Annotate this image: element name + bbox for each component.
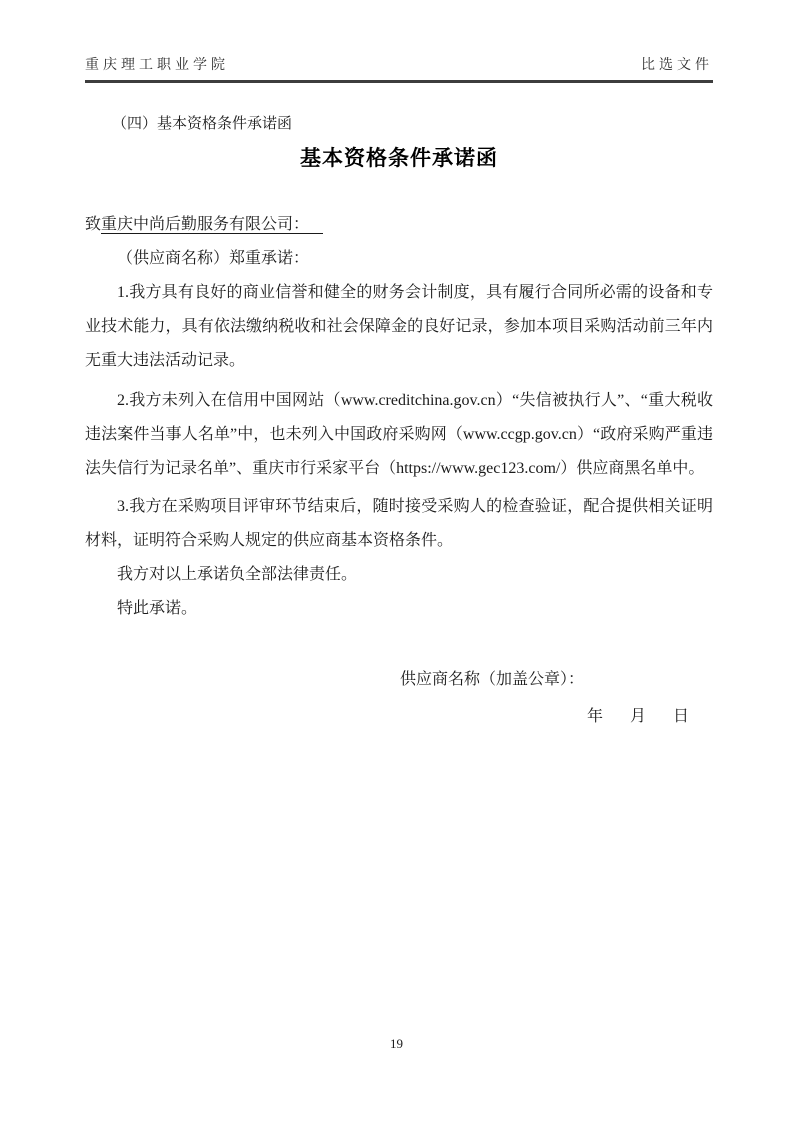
signature-date-line: [85, 700, 713, 734]
paragraph-1: 1.我方具有良好的商业信誉和健全的财务会计制度，具有履行合同所必需的设备和专业技术能力，具有依法缴纳税收和社会保障金的良好记录，参加本项目采购活动前三年内无重大违法活动记录。: [85, 284, 713, 369]
document-title: 基本资格条件承诺函: [300, 146, 498, 170]
company-name: 重庆中尚后勤服务有限公司：: [101, 216, 323, 234]
header-left-text: 重庆理工职业学院: [85, 58, 229, 73]
document-body: [85, 106, 713, 734]
paragraph-2: 2.我方未列入在信用中国网站（www.creditchina.gov.cn）“失信被执行人”、“重大税收违法案件当事人名单”中，也未列入中国政府采购网（www.ccgp.gov.cn）“政府采购严重违法失信行为记录名单”、重庆市行采家平台（https://www.gec123.com/）供应商黑名单中。: [85, 392, 713, 477]
date-month-label: 月: [630, 708, 647, 725]
signature-block: [85, 663, 713, 734]
header-right-text: 比选文件: [641, 58, 713, 73]
signature-name-line: 供应商名称（加盖公章）：: [400, 671, 585, 688]
page-number: 19: [390, 1036, 403, 1051]
section-heading: （四）基本资格条件承诺函: [112, 116, 293, 132]
salutation-line: [85, 208, 713, 242]
closing-line: 特此承诺。: [117, 600, 198, 617]
salutation-prefix: 致: [85, 216, 102, 233]
liability-line: 我方对以上承诺负全部法律责任。: [117, 566, 358, 583]
page-footer: [0, 1036, 793, 1052]
date-year-label: 年: [587, 708, 604, 725]
paragraph-3: 3.我方在采购项目评审环节结束后，随时接受采购人的检查验证，配合提供相关证明材料，证明符合采购人规定的供应商基本资格条件。: [85, 498, 713, 549]
date-day-label: 日: [673, 708, 690, 725]
declarer-line: （供应商名称）郑重承诺：: [117, 250, 310, 267]
page-header: [85, 54, 713, 83]
